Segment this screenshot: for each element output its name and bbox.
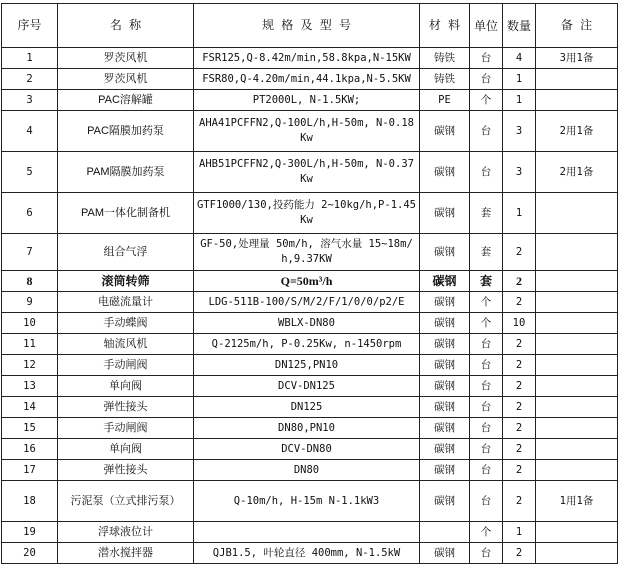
cell-qty: 2 [503,355,536,376]
cell-spec: GF-50,处理量 50m/h, 溶气水量 15~18m/h,9.37KW [194,234,420,271]
table-row [2,313,618,334]
cell-qty: 2 [503,397,536,418]
cell-material: 碳钢 [420,313,470,334]
cell-material: 碳钢 [420,376,470,397]
cell-name: PAM隔膜加药泵 [58,152,194,193]
cell-name: 弹性接头 [58,397,194,418]
cell-no: 4 [2,111,58,152]
cell-spec: Q-10m/h, H-15m N-1.1kW3 [194,481,420,522]
cell-unit: 台 [470,439,503,460]
table-row [2,234,618,271]
cell-spec: QJB1.5, 叶轮直径 400mm, N-1.5kW [194,543,420,564]
cell-spec: DN80 [194,460,420,481]
cell-no: 16 [2,439,58,460]
cell-spec: AHA41PCFFN2,Q-100L/h,H-50m, N-0.18Kw [194,111,420,152]
table-row [2,543,618,564]
cell-spec: Q=50m³/h [194,271,420,292]
cell-name: 手动闸阀 [58,418,194,439]
table-row [2,397,618,418]
cell-material: 碳钢 [420,397,470,418]
cell-unit: 套 [470,193,503,234]
cell-name: 滚筒转筛 [58,271,194,292]
cell-note: 1用1备 [536,481,618,522]
cell-note [536,313,618,334]
cell-qty: 10 [503,313,536,334]
cell-material: 碳钢 [420,292,470,313]
cell-no: 12 [2,355,58,376]
cell-name: 手动闸阀 [58,355,194,376]
cell-material: 碳钢 [420,543,470,564]
table-body [2,48,618,564]
cell-qty: 4 [503,48,536,69]
cell-material: PE [420,90,470,111]
cell-no: 19 [2,522,58,543]
cell-spec: PT2000L, N-1.5KW; [194,90,420,111]
table-row [2,69,618,90]
cell-material: 铸铁 [420,69,470,90]
cell-note: 2用1备 [536,111,618,152]
cell-material: 碳钢 [420,271,470,292]
cell-material [420,522,470,543]
cell-name: 电磁流量计 [58,292,194,313]
cell-no: 10 [2,313,58,334]
cell-unit: 台 [470,376,503,397]
cell-material: 碳钢 [420,234,470,271]
cell-name: 潜水搅拌器 [58,543,194,564]
table-row [2,460,618,481]
cell-unit: 个 [470,292,503,313]
cell-note [536,418,618,439]
cell-no: 1 [2,48,58,69]
cell-name: 污泥泵（立式排污泵） [58,481,194,522]
table-row [2,334,618,355]
cell-note [536,543,618,564]
cell-unit: 台 [470,111,503,152]
cell-unit: 台 [470,543,503,564]
header-unit: 单位 [470,4,503,48]
cell-qty: 2 [503,376,536,397]
cell-unit: 套 [470,271,503,292]
cell-qty: 2 [503,481,536,522]
cell-material: 碳钢 [420,193,470,234]
cell-qty: 2 [503,543,536,564]
cell-no: 7 [2,234,58,271]
cell-name: 罗茨风机 [58,48,194,69]
cell-no: 13 [2,376,58,397]
cell-spec: DN125 [194,397,420,418]
cell-unit: 个 [470,313,503,334]
cell-note [536,292,618,313]
cell-spec: FSR80,Q-4.20m/min,44.1kpa,N-5.5KW [194,69,420,90]
cell-qty: 2 [503,439,536,460]
cell-note [536,522,618,543]
cell-note [536,271,618,292]
cell-name: PAC隔膜加药泵 [58,111,194,152]
header-qty: 数量 [503,4,536,48]
equipment-table [1,3,618,564]
cell-no: 15 [2,418,58,439]
cell-note: 3用1备 [536,48,618,69]
table-row [2,418,618,439]
table-row [2,271,618,292]
cell-note: 2用1备 [536,152,618,193]
table-row [2,292,618,313]
cell-note [536,234,618,271]
cell-name: 手动蝶阀 [58,313,194,334]
cell-material: 碳钢 [420,481,470,522]
cell-name: 罗茨风机 [58,69,194,90]
cell-material: 碳钢 [420,111,470,152]
cell-spec: DCV-DN80 [194,439,420,460]
cell-unit: 台 [470,355,503,376]
cell-name: 单向阀 [58,376,194,397]
cell-unit: 个 [470,522,503,543]
cell-unit: 台 [470,418,503,439]
cell-no: 20 [2,543,58,564]
cell-qty: 3 [503,111,536,152]
cell-qty: 1 [503,69,536,90]
cell-spec: DN80,PN10 [194,418,420,439]
cell-no: 6 [2,193,58,234]
table-row [2,481,618,522]
cell-qty: 2 [503,418,536,439]
table-row [2,376,618,397]
cell-note [536,90,618,111]
cell-material: 铸铁 [420,48,470,69]
cell-name: 浮球液位计 [58,522,194,543]
header-note: 备 注 [536,4,618,48]
cell-qty: 3 [503,152,536,193]
cell-qty: 2 [503,234,536,271]
table-row [2,152,618,193]
header-name: 名 称 [58,4,194,48]
cell-unit: 台 [470,48,503,69]
cell-qty: 2 [503,292,536,313]
cell-note [536,460,618,481]
cell-name: 弹性接头 [58,460,194,481]
cell-unit: 台 [470,334,503,355]
cell-material: 碳钢 [420,355,470,376]
cell-unit: 台 [470,460,503,481]
cell-qty: 2 [503,334,536,355]
header-material: 材 料 [420,4,470,48]
cell-qty: 1 [503,193,536,234]
cell-note [536,439,618,460]
cell-note [536,193,618,234]
cell-spec: LDG-511B-100/S/M/2/F/1/0/0/p2/E [194,292,420,313]
cell-name: 组合气浮 [58,234,194,271]
cell-note [536,397,618,418]
cell-name: 轴流风机 [58,334,194,355]
cell-name: 单向阀 [58,439,194,460]
cell-material: 碳钢 [420,460,470,481]
cell-unit: 台 [470,397,503,418]
cell-no: 3 [2,90,58,111]
table-row [2,48,618,69]
cell-no: 9 [2,292,58,313]
table-row [2,111,618,152]
cell-unit: 个 [470,90,503,111]
table-header-row [2,4,618,48]
cell-name: PAM一体化制备机 [58,193,194,234]
header-spec: 规 格 及 型 号 [194,4,420,48]
cell-material: 碳钢 [420,418,470,439]
cell-no: 14 [2,397,58,418]
cell-note [536,376,618,397]
cell-spec: FSR125,Q-8.42m/min,58.8kpa,N-15KW [194,48,420,69]
cell-spec: WBLX-DN80 [194,313,420,334]
cell-note [536,355,618,376]
table-row [2,522,618,543]
cell-spec: Q-2125m/h, P-0.25Kw, n-1450rpm [194,334,420,355]
cell-qty: 2 [503,460,536,481]
cell-unit: 套 [470,234,503,271]
cell-no: 17 [2,460,58,481]
cell-no: 2 [2,69,58,90]
cell-spec [194,522,420,543]
cell-unit: 台 [470,152,503,193]
cell-spec: GTF1000/130,投药能力 2~10kg/h,P-1.45Kw [194,193,420,234]
cell-qty: 1 [503,90,536,111]
cell-spec: AHB51PCFFN2,Q-300L/h,H-50m, N-0.37Kw [194,152,420,193]
cell-no: 8 [2,271,58,292]
cell-unit: 台 [470,69,503,90]
cell-spec: DN125,PN10 [194,355,420,376]
table-row [2,193,618,234]
cell-no: 5 [2,152,58,193]
cell-note [536,334,618,355]
cell-no: 11 [2,334,58,355]
table-row [2,90,618,111]
cell-unit: 台 [470,481,503,522]
cell-material: 碳钢 [420,334,470,355]
table-row [2,355,618,376]
cell-qty: 2 [503,271,536,292]
cell-name: PAC溶解罐 [58,90,194,111]
cell-spec: DCV-DN125 [194,376,420,397]
cell-qty: 1 [503,522,536,543]
table-row [2,439,618,460]
cell-material: 碳钢 [420,152,470,193]
cell-no: 18 [2,481,58,522]
cell-note [536,69,618,90]
cell-material: 碳钢 [420,439,470,460]
header-no: 序号 [2,4,58,48]
